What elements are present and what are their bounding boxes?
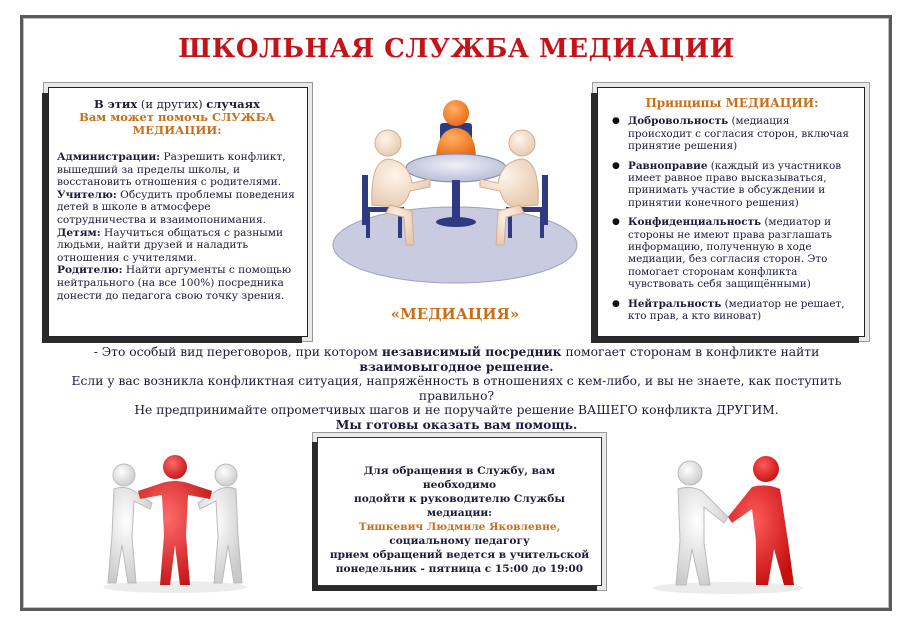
contact-name: Тишкевич Людмиле Яковлевне, (358, 521, 561, 533)
description-text: - Это особый вид переговоров, при котором независимый посредник помогает сторонам в конфликте найти взаимовыгодное решение. Если у вас возникла конфликтная ситуация, напряжённость в отношениях с кем-либо, и вы не знаете, как поступить правильно? Не предпринимайте опрометчивых шагов и не поручайте решение ВАШЕГО конфликта ДРУГИМ. Мы готовы оказать вам помощь. (71, 344, 842, 432)
principle-neutrality: ● Нейтральность (медиатор не решает, кто прав, а кто виноват) (624, 298, 854, 323)
case-parent: Родителю: Найти аргументы с помощью нейтрального (на все 100%) посредника донести до педагога свою точку зрения. (57, 264, 292, 302)
case-children: Детям: Научиться общаться с разными людьми, найти друзей и наладить отношения с учителями. (57, 226, 284, 264)
cases-heading: В этих (и других) случаях Вам может помочь СЛУЖБА МЕДИАЦИИ: (79, 97, 275, 137)
principles-box (597, 87, 865, 337)
contact-box: Для обращения в Службу, вам необходимо подойти к руководителю Службы медиации: Тишкевич Людмиле Яковлевне, социальному педагогу прием обращений ведется в учительской понедельник - пятница с 15:00 до 19:00 (317, 437, 602, 586)
case-administration: Администрации: Разрешить конфликт, вышедший за пределы школы, и восстановить отношения с родителями. (57, 151, 286, 189)
case-teacher: Учителю: Обсудить проблемы поведения детей в школе в атмосфере сотрудничества и взаимопонимания. (57, 188, 295, 226)
principle-equality: ● Равноправие (каждый из участников имеет равное право высказываться, принимать участие в обсуждении и принятии конечного решения) (624, 160, 854, 210)
separating-figures-illustration (100, 445, 250, 595)
round-table-illustration (330, 95, 580, 295)
cases-box (48, 87, 308, 337)
principle-voluntary: ● Добровольность (медиация происходит с согласия сторон, включая принятие решения) (624, 115, 854, 152)
principle-confidentiality: ● Конфиденциальность (медиатор и стороны не имеют права разглашать информацию, полученную в ходе медиации, без согласия сторон. Это помогает сторонам конфликта чувствовать себя защищёнными) (624, 216, 854, 290)
principles-list (610, 115, 854, 322)
page-title: ШКОЛЬНАЯ СЛУЖБА МЕДИАЦИИ (178, 34, 735, 64)
handshake-illustration (648, 445, 808, 595)
mediation-label: «МЕДИАЦИЯ» (390, 305, 520, 323)
principles-heading: Принципы МЕДИАЦИИ: (645, 96, 819, 110)
